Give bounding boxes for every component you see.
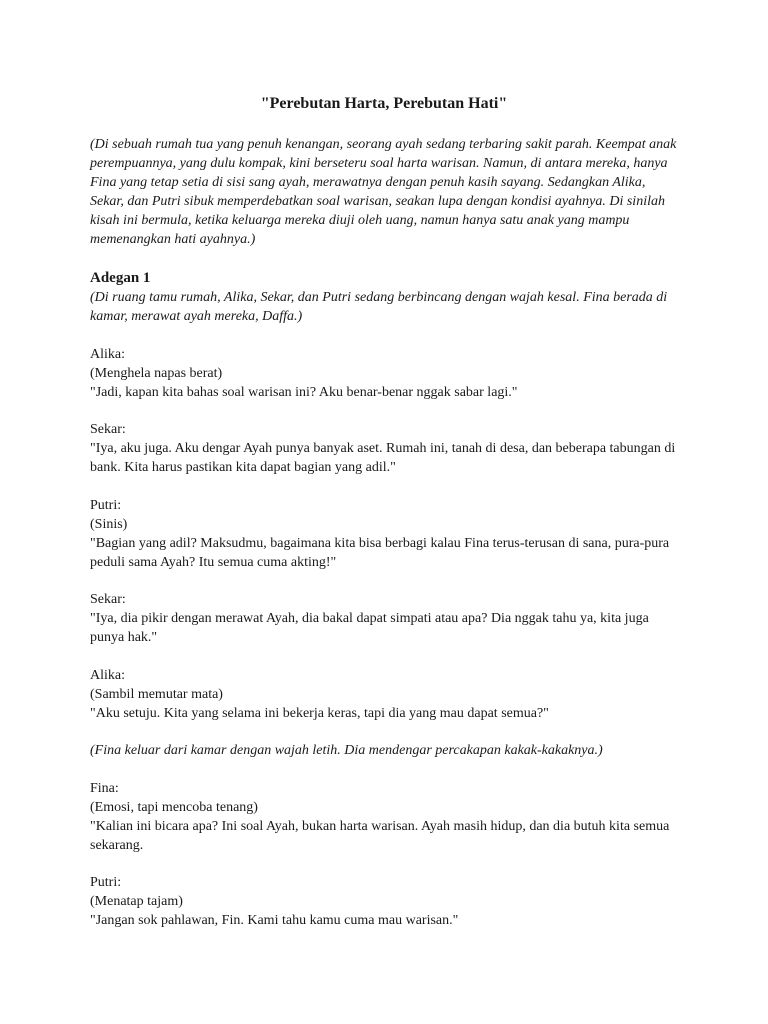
stage-direction: (Fina keluar dari kamar dengan wajah letih. Dia mendengar percakapan kakak-kakaknya.) — [90, 743, 603, 758]
dialogue-block — [90, 590, 682, 647]
intro-paragraph: (Di sebuah rumah tua yang penuh kenangan, seorang ayah sedang terbaring sakit parah. Keempat anak perempuannya, yang dulu kompak, kini berseteru soal harta warisan. Namun, di antara mereka, hanya Fina yang tetap setia di sisi sang ayah, merawatnya dengan penuh kasih sayang. Sedangkan Alika, Sekar, dan Putri sibuk memperdebatkan soal warisan, seakan lupa dengan kondisi ayahnya. Di sinilah kisah ini bermula, ketika keluarga mereka diuji oleh uang, namun hanya satu anak yang mampu memenangkan hati ayahnya.) — [90, 137, 677, 247]
speaker-name: Alika: — [90, 667, 125, 683]
speaker-action: (Sambil memutar mata) — [90, 686, 223, 702]
dialogue-line: "Jangan sok pahlawan, Fin. Kami tahu kamu cuma mau warisan." — [90, 913, 459, 928]
dialogue-block — [90, 666, 682, 723]
speaker-name: Putri: — [90, 497, 122, 513]
dialogue-line: "Iya, aku juga. Aku dengar Ayah punya banyak aset. Rumah ini, tanah di desa, dan beberapa tabungan di bank. Kita harus pastikan kita dapat bagian yang adil." — [90, 441, 676, 475]
speaker-action: (Emosi, tapi mencoba tenang) — [90, 799, 258, 815]
dialogue-line: "Iya, dia pikir dengan merawat Ayah, dia bakal dapat simpati atau apa? Dia nggak tahu ya, kita juga punya hak." — [90, 611, 649, 645]
dialogue-block — [90, 496, 682, 572]
dialogue-block — [90, 345, 682, 402]
dialogue-block — [90, 873, 682, 930]
dialogue-block — [90, 779, 682, 855]
speaker-action: (Sinis) — [90, 516, 128, 532]
dialogue-line: "Jadi, kapan kita bahas soal warisan ini? Aku benar-benar nggak sabar lagi." — [90, 384, 518, 400]
scene-heading: Adegan 1 — [90, 270, 151, 286]
speaker-name: Fina: — [90, 780, 119, 796]
scene-direction: (Di ruang tamu rumah, Alika, Sekar, dan Putri sedang berbincang dengan wajah kesal. Fina berada di kamar, merawat ayah mereka, Daffa.) — [90, 290, 668, 324]
speaker-name: Sekar: — [90, 422, 126, 437]
speaker-action: (Menghela napas berat) — [90, 365, 223, 381]
dialogue-line: "Aku setuju. Kita yang selama ini bekerja keras, tapi dia yang mau dapat semua?" — [90, 705, 549, 721]
stage-direction-block — [90, 741, 682, 760]
speaker-action: (Menatap tajam) — [90, 894, 183, 909]
document-body — [90, 135, 682, 949]
dialogue-line: "Bagian yang adil? Maksudmu, bagaimana kita bisa berbagi kalau Fina terus-terusan di sana, pura-pura peduli sama Ayah? Itu semua cuma akting!" — [90, 535, 670, 570]
speaker-name: Putri: — [90, 875, 122, 890]
speaker-name: Alika: — [90, 346, 125, 362]
scene-1 — [90, 268, 682, 326]
dialogue-block — [90, 420, 682, 477]
document-title: "Perebutan Harta, Perebutan Hati" — [260, 95, 508, 112]
speaker-name: Sekar: — [90, 592, 126, 607]
dialogue-line: "Kalian ini bicara apa? Ini soal Ayah, bukan harta warisan. Ayah masih hidup, dan dia butuh kita semua sekarang. — [90, 818, 670, 853]
